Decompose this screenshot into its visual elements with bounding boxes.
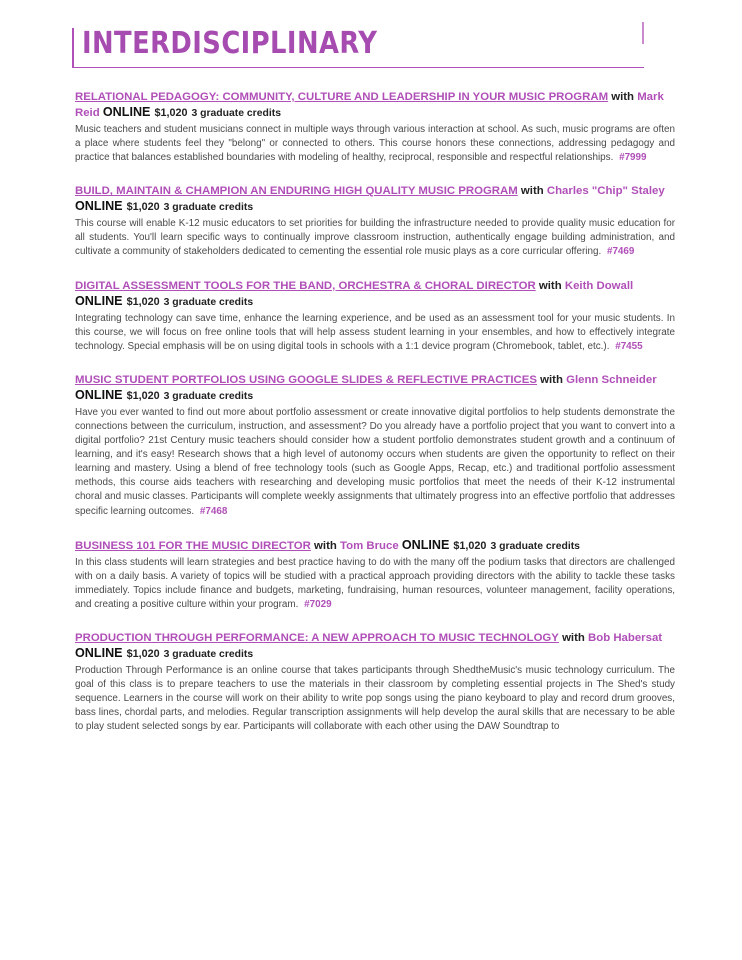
course-entry <box>75 631 675 734</box>
with-label: with <box>540 373 563 386</box>
course-number: #7999 <box>619 152 647 164</box>
with-label: with <box>562 631 585 644</box>
course-credits: 3 graduate credits <box>163 296 254 308</box>
header-left-rule <box>72 28 74 68</box>
course-number: #7469 <box>606 246 635 258</box>
course-heading <box>75 90 675 121</box>
course-price: $1,020 <box>126 295 160 308</box>
course-description <box>75 123 675 165</box>
header-right-rule <box>642 22 644 44</box>
instructor-name: Glenn Schneider <box>566 373 657 386</box>
header-underline <box>72 67 644 69</box>
course-credits: 3 graduate credits <box>490 540 580 552</box>
course-entry <box>75 538 675 612</box>
delivery-mode: ONLINE <box>75 199 123 214</box>
course-price: $1,020 <box>154 107 188 119</box>
course-title-link[interactable]: BUSINESS 101 FOR THE MUSIC DIRECTOR <box>75 539 311 552</box>
course-list <box>75 90 675 753</box>
delivery-mode: ONLINE <box>401 537 450 552</box>
description-text: Music teachers and student musicians connect in multiple ways through various interaction at school. As such, music programs are often a place where students feel they "belong" or connected to others. This course honors these connections, addressing pedagogy and practice that balances established boundaries with modeling of healthy, reciprocal, responsible and respectful relationships. <box>75 124 675 164</box>
course-number: #7455 <box>615 340 643 352</box>
course-heading <box>75 538 675 554</box>
course-entry <box>75 90 675 165</box>
course-entry <box>75 279 675 354</box>
delivery-mode: ONLINE <box>75 645 123 660</box>
course-title-link[interactable]: DIGITAL ASSESSMENT TOOLS FOR THE BAND, ORCHESTRA & CHORAL DIRECTOR <box>75 279 536 292</box>
course-description <box>75 556 675 612</box>
with-label: with <box>314 539 337 552</box>
course-description <box>75 664 675 734</box>
course-heading <box>75 631 675 662</box>
course-description <box>75 312 675 354</box>
instructor-name: Mark Reid <box>75 91 664 119</box>
course-heading <box>75 184 675 215</box>
description-text: In this class students will learn strategies and best practice having to do with the many off the podium tasks that directors are challenged with on a daily basis. A variety of topics will be studied with a practical approach providing directors with the ability to tackle these tasks immediately. Topics include finance and budgets, marketing, fundraising, human resources, volunteer management, facility operations, and creating a positive culture within your program. <box>75 556 675 610</box>
course-price: $1,020 <box>453 539 487 552</box>
with-label: with <box>538 279 562 292</box>
delivery-mode: ONLINE <box>102 105 151 119</box>
course-title-link[interactable]: MUSIC STUDENT PORTFOLIOS USING GOOGLE SLIDES & REFLECTIVE PRACTICES <box>75 373 537 386</box>
course-title-link[interactable]: BUILD, MAINTAIN & CHAMPION AN ENDURING HIGH QUALITY MUSIC PROGRAM <box>75 185 518 198</box>
description-text: This course will enable K-12 music educators to set priorities for building the infrastructure needed to provide quality music education for all students. You'll learn specific ways to continually improve classroom instruction, authentically engage building administration, and cultivate a community of stakeholders dedicated to cementing the essential role music plays as a core curricular offering. <box>75 218 675 258</box>
course-entry <box>75 184 675 259</box>
section-title: INTERDISCIPLINARY <box>82 26 378 61</box>
delivery-mode: ONLINE <box>75 293 123 308</box>
course-price: $1,020 <box>126 389 160 402</box>
course-description <box>75 406 675 519</box>
description-text: Have you ever wanted to find out more about portfolio assessment or create innovative digital portfolios to help students demonstrate the connections between the curriculum, instruction, and assessment? Do you already have a portfolio project that you want to convert into a digital portfolio? 21st Century music teachers should consider how a student portfolio demonstrates student growth and a continuum of learning, and it's easy! Research shows that a high level of autonomy occurs when students are given the opportunity to reflect on their learning and mastery. Using a blend of free technology tools (such as Google Apps, Recap, etc.) and traditional portfolio assessment methods, this course aids teachers with researching and developing music portfolios that meet the needs of their K-12 instrumental choral and music classes. Participants will complete weekly assignments that ultimately progress into an effective portfolio that addresses specific learning outcomes. <box>75 406 675 517</box>
with-label: with <box>520 185 544 198</box>
course-credits: 3 graduate credits <box>163 648 254 660</box>
course-number: #7468 <box>199 505 228 517</box>
instructor-name: Keith Dowall <box>564 279 634 292</box>
course-credits: 3 graduate credits <box>163 202 254 214</box>
instructor-name: Tom Bruce <box>340 539 399 552</box>
instructor-name: Charles "Chip" Staley <box>546 185 665 198</box>
delivery-mode: ONLINE <box>75 387 123 402</box>
course-description <box>75 217 675 259</box>
course-heading <box>75 279 675 310</box>
course-entry <box>75 373 675 519</box>
instructor-name: Bob Habersat <box>588 631 663 644</box>
course-title-link[interactable]: PRODUCTION THROUGH PERFORMANCE: A NEW APPROACH TO MUSIC TECHNOLOGY <box>75 631 559 644</box>
course-price: $1,020 <box>126 201 160 214</box>
course-heading <box>75 373 675 404</box>
description-text: Integrating technology can save time, enhance the learning experience, and be used as an assessment tool for your music students. In this course, we will focus on free online tools that will help assess student learning in your ensembles, and how to effectively integrate technology. Special emphasis will be on using digital tools in schools with a 1:1 device program (Chromebook, tablet, etc.). <box>75 312 675 352</box>
course-title-link[interactable]: RELATIONAL PEDAGOGY: COMMUNITY, CULTURE AND LEADERSHIP IN YOUR MUSIC PROGRAM <box>75 91 609 103</box>
course-number: #7029 <box>304 598 332 610</box>
course-credits: 3 graduate credits <box>163 390 254 402</box>
section-header <box>72 22 644 68</box>
course-credits: 3 graduate credits <box>191 108 281 119</box>
course-price: $1,020 <box>126 647 160 660</box>
with-label: with <box>611 91 635 103</box>
description-text: Production Through Performance is an online course that takes participants through ShedtheMusic's music technology curriculum. The goal of this class is to prepare teachers to use the materials in their classroom by completing essential projects in The Shed's study sequence. Learners in the course will work on their ability to write pop songs using the piano keyboard to play and record drum grooves, bass lines, chordal parts, and melodies. Regular transcription assignments will help develop the aural skills that are necessary to be able to play student selected songs by ear. Participants will collaborate with each other using the DAW Soundtrap to <box>75 664 675 733</box>
